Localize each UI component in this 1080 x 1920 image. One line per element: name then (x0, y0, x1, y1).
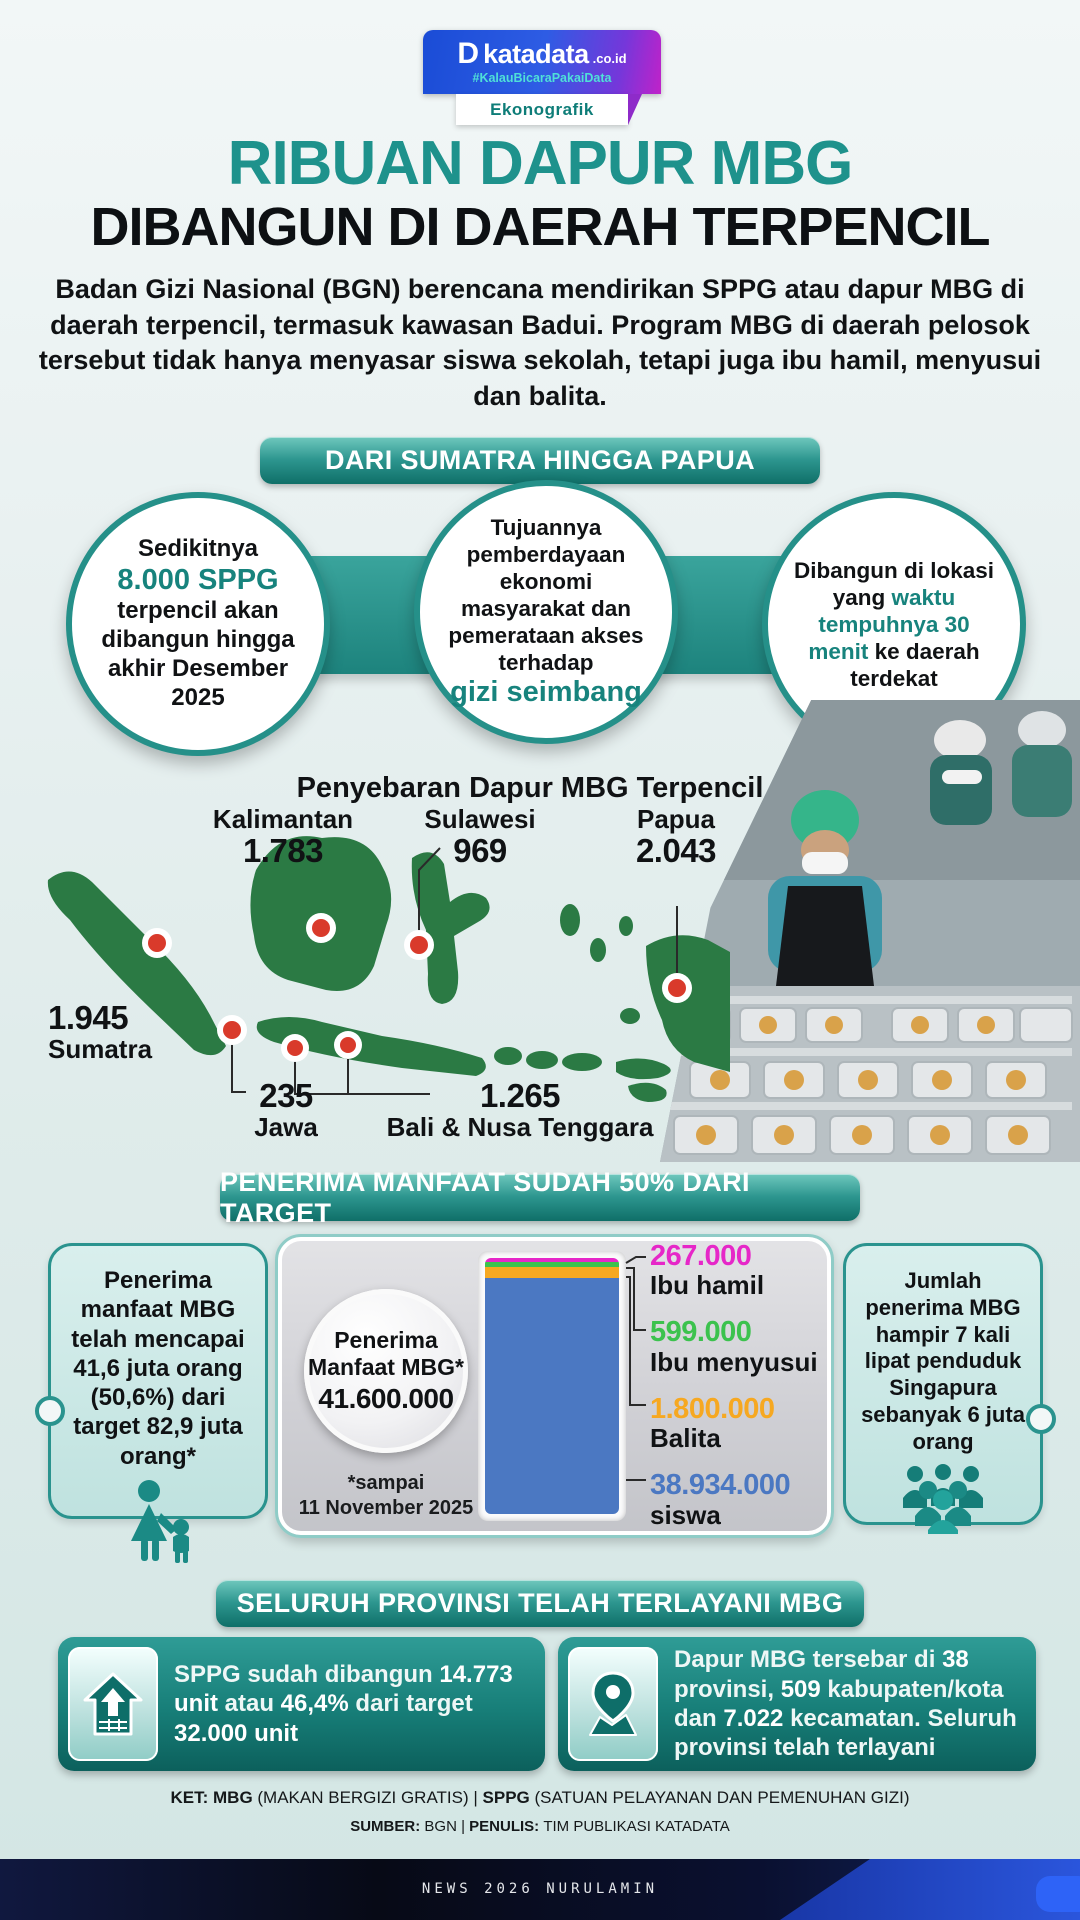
region-label-sumatra: 1.945 Sumatra (48, 999, 153, 1065)
card-notch-decoration (35, 1396, 65, 1426)
katadata-logo (423, 30, 661, 94)
intro-paragraph: Badan Gizi Nasional (BGN) berencana mendirikan SPPG atau dapur MBG di daerah terpencil, termasuk kawasan Badui. Program MBG di daerah pelosok tersebut tidak hanya menyasar siswa sekolah, tetapi juga ibu hamil, menyusui dan balita. (38, 274, 1042, 411)
beneficiary-left-text: Penerima manfaat MBG telah mencapai 41,6 juta orang (50,6%) dari target 82,9 juta orang* (71, 1267, 245, 1470)
fact-circle-lokasi-text: Dibangun di lokasi yang waktu tempuhnya 30 menit ke daerah terdekat (793, 557, 995, 691)
fact-circle-tujuan-text: Tujuannya pemberdayaan ekonomi masyarakat dan pemerataan akses terhadap gizi seimbang (448, 515, 644, 709)
fact-circle-sppg-text: Sedikitnya 8.000 SPPG terpencil akan dibangun hingga akhir Desember 2025 (101, 535, 295, 711)
brand-tagline: #KalauBicaraPakaiData (472, 71, 612, 85)
footnote-source: SUMBER: BGN | PENULIS: TIM PUBLIKASI KATADATA (350, 1818, 730, 1835)
bottom-bar (0, 1859, 1080, 1920)
coverage-card-sppg (58, 1637, 545, 1771)
fact-circle-tujuan (414, 480, 678, 744)
house-icon (68, 1647, 158, 1761)
ribbon-fold-decoration (628, 94, 642, 125)
section-banner-coverage-label: SELURUH PROVINSI TELAH TERLAYANI MBG (236, 1588, 844, 1618)
crowd-icon (891, 1464, 995, 1534)
d-logo-icon: D (457, 37, 480, 70)
coverage-card-sppg-text: SPPG sudah dibangun 14.773 unit atau 46,4% dari target 32.000 unit (174, 1661, 513, 1747)
bottom-bar-text: NEWS 2026 NURULAMIN (421, 1881, 659, 1897)
bottom-right-tab (1036, 1876, 1080, 1912)
section-banner-coverage (216, 1580, 864, 1627)
ribbon-label: Ekonografik (490, 99, 594, 119)
chart-title: Penerima Manfaat MBG* (308, 1327, 464, 1380)
beneficiary-right-text: Jumlah penerima MBG hampir 7 kali lipat penduduk Singapura sebanyak 6 juta orang (861, 1268, 1025, 1454)
page-title-line2: DIBANGUN DI DAERAH TERPENCIL (90, 197, 990, 257)
legend-item-ibu-hamil: 267.000 Ibu hamil (650, 1240, 765, 1301)
beneficiary-right-card (843, 1243, 1043, 1525)
card-notch-decoration (1026, 1404, 1056, 1434)
map-pin-icon (568, 1647, 658, 1761)
mother-child-icon (115, 1479, 201, 1563)
section-banner-spread (260, 437, 820, 484)
legend-item-ibu-menyusui: 599.000 Ibu menyusui (650, 1316, 818, 1377)
section-banner-beneficiary-label: PENERIMA MANFAAT SUDAH 50% DARI TARGET (220, 1166, 750, 1228)
legend-item-balita: 1.800.000 Balita (650, 1392, 775, 1454)
region-label-jawa: 235 Jawa (254, 1077, 318, 1143)
fact-circle-sppg (66, 492, 330, 756)
chart-footnote: *sampai 11 November 2025 (298, 1472, 474, 1519)
coverage-card-sebaran (558, 1637, 1036, 1771)
region-label-papua: Papua 2.043 (635, 804, 717, 870)
katadata-badge (423, 30, 661, 125)
stacked-bar (485, 1258, 619, 1514)
region-label-bali-nusa-tenggara: 1.265 Bali & Nusa Tenggara (386, 1077, 654, 1143)
brand-name: katadata (483, 39, 589, 69)
beneficiary-left-card (48, 1243, 268, 1519)
ekonografik-ribbon (456, 94, 628, 125)
coverage-card-sebaran-text: Dapur MBG tersebar di 38 provinsi, 509 kabupaten/kota dan 7.022 kecamatan. Seluruh provinsi telah terlayani (674, 1646, 1017, 1762)
chart-total-value: 41.600.000 (318, 1382, 454, 1414)
section-banner-beneficiary (220, 1166, 860, 1228)
bar-segment-balita (485, 1267, 619, 1278)
map-title: Penyebaran Dapur MBG Terpencil (296, 772, 764, 804)
beneficiary-chart-card (275, 1234, 834, 1538)
stacked-bar-panel (478, 1251, 626, 1521)
legend-item-siswa: 38.934.000 siswa (650, 1469, 791, 1530)
footnote-legend: KET: MBG (MAKAN BERGIZI GRATIS) | SPPG (SATUAN PELAYANAN DAN PEMENUHAN GIZI) (170, 1788, 910, 1807)
brand-suffix: .co.id (592, 51, 627, 66)
region-label-sulawesi: Sulawesi 969 (424, 804, 536, 870)
location-pin-icon (142, 913, 692, 1062)
bar-segment-siswa (485, 1278, 619, 1514)
total-circle (304, 1289, 468, 1453)
section-banner-spread-label: DARI SUMATRA HINGGA PAPUA (325, 445, 755, 475)
page-title-line1: RIBUAN DAPUR MBG (227, 129, 853, 198)
region-label-kalimantan: Kalimantan 1.783 (212, 804, 354, 870)
chart-legend (650, 1241, 826, 1529)
